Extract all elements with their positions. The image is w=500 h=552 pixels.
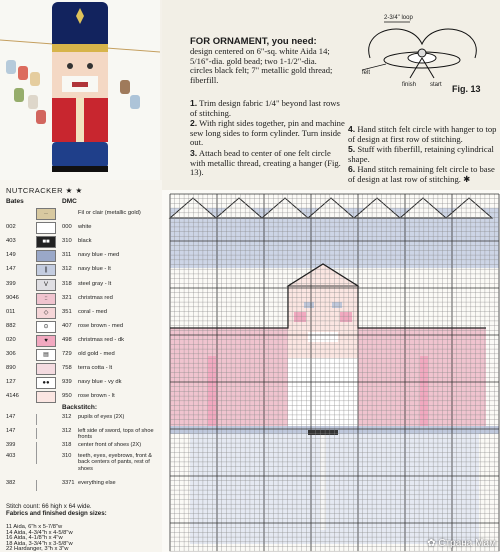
- key-row: [6, 307, 160, 319]
- dmc-number: 311: [62, 252, 72, 259]
- dmc-number: 950: [62, 393, 72, 400]
- loop-label: 2-3/4" loop: [384, 15, 413, 21]
- cross-stitch-chart: [162, 190, 500, 552]
- bates-number: 382: [6, 480, 16, 486]
- backstitch-description: center front of shoes (2X): [78, 442, 142, 448]
- symbol-glyph: ||: [44, 267, 48, 274]
- dmc-number: 351: [62, 308, 72, 315]
- fabric-size: 16 Aida, 4-1/8"h x 4"w: [6, 535, 63, 542]
- symbol-swatch: [36, 363, 56, 375]
- fabric-size: 11 Aida, 6"h x 5-7/8"w: [6, 524, 63, 530]
- symbol-swatch: [36, 349, 56, 361]
- fabric-size: 18 Aida, 3-3/4"h x 3-5/8"w: [6, 540, 73, 547]
- step-text: Trim design fabric 1/4" beyond last rows of stitching.: [190, 98, 340, 118]
- color-name: navy blue - med: [78, 252, 120, 259]
- symbol-glyph: ♥: [44, 337, 48, 344]
- key-row: [6, 279, 160, 291]
- steps-left: [190, 99, 345, 179]
- step-text: Hand stitch felt circle with hanger to top of design at first row of stitching.: [348, 124, 497, 144]
- bates-number: 020: [6, 336, 16, 343]
- mouth: [308, 332, 338, 342]
- color-name: rose brown - lt: [78, 393, 115, 400]
- stitch-count: Stitch count: 66 high x 64 wide.: [6, 503, 92, 510]
- finish-label: finish: [402, 82, 417, 88]
- bates-number: 9046: [6, 294, 19, 301]
- watermark: ✿ Страна Мам: [427, 538, 496, 549]
- bates-number: 399: [6, 442, 16, 448]
- backstitch-description: left side of sword, tops of shoe fronts: [78, 428, 154, 441]
- step-1: [190, 99, 345, 118]
- symbol-swatch: [36, 222, 56, 234]
- symbol-swatch: [36, 208, 56, 220]
- color-name: rose brown - med: [78, 322, 124, 329]
- end-mark: ✱: [463, 173, 471, 184]
- key-row: [6, 377, 160, 389]
- chart-grid: [162, 190, 500, 552]
- symbol-glyph: ::: [44, 295, 48, 302]
- symbol-swatch: [36, 250, 56, 262]
- key-row: [6, 293, 160, 305]
- key-row: [6, 321, 160, 333]
- jacket-left: [170, 328, 288, 426]
- symbol-swatch: [36, 307, 56, 319]
- key-row: [6, 236, 160, 248]
- bates-number: 882: [6, 322, 16, 329]
- step-number: 1.: [190, 98, 198, 108]
- dmc-number: 312: [62, 266, 72, 273]
- symbol-glyph: ■■: [42, 239, 50, 246]
- symbol-swatch: [36, 279, 56, 291]
- step-number: 2.: [190, 118, 198, 129]
- right-eye: [332, 302, 342, 308]
- bates-number: 011: [6, 308, 16, 315]
- backstitch-title: Backstitch:: [62, 404, 98, 411]
- step-number: 6.: [348, 164, 356, 175]
- dmc-number: 310: [62, 453, 72, 459]
- jacket-stripe: [420, 356, 428, 426]
- fabrics-title: Fabrics and finished design sizes:: [6, 510, 107, 517]
- step-2: [190, 119, 345, 148]
- symbol-glyph: ⊙: [43, 323, 49, 330]
- backstitch-swatch: [36, 480, 55, 491]
- bates-number: 890: [6, 365, 16, 372]
- backstitch-description: teeth, eyes, eyebrows, front & back centers of pants, rest of shoes: [78, 453, 152, 472]
- color-name: white: [78, 224, 92, 231]
- bates-number: 4146: [6, 393, 19, 400]
- color-name: christmas red: [78, 294, 113, 301]
- step-number: 5.: [348, 144, 356, 155]
- right-cheek: [340, 312, 352, 322]
- symbol-glyph: ◇: [43, 309, 49, 316]
- bates-number: 149: [6, 252, 16, 259]
- bates-number: 403: [6, 238, 16, 245]
- dmc-number: 729: [62, 351, 72, 357]
- ornament-photo: [0, 0, 160, 180]
- color-name: black: [78, 238, 92, 245]
- key-row: [6, 250, 160, 262]
- key-row: [6, 349, 160, 361]
- bates-number: 127: [6, 379, 16, 386]
- dmc-number: 758: [62, 365, 72, 372]
- bates-number: 147: [6, 266, 16, 273]
- step-4: [348, 125, 498, 144]
- fabric-size: 14 Aida, 4-3/4"h x 4-5/8"w: [6, 529, 73, 536]
- dmc-number: 3371: [62, 480, 75, 486]
- bates-number: 147: [6, 414, 16, 420]
- color-name: steel gray - lt: [78, 280, 112, 287]
- symbol-swatch: [36, 391, 56, 403]
- symbol-glyph: ··: [44, 211, 48, 217]
- dmc-number: 312: [62, 414, 72, 420]
- jacket-stripe: [208, 356, 216, 426]
- dmc-number: 407: [62, 322, 72, 329]
- color-name: Fil or clair (metallic gold): [78, 210, 141, 216]
- symbol-glyph: ▤: [43, 352, 49, 358]
- color-name: christmas red - dk: [78, 336, 125, 343]
- dmc-number: 321: [62, 294, 72, 301]
- step-text: Hand stitch remaining felt circle to base of design at last row of stitching.: [348, 164, 495, 184]
- bates-number: 306: [6, 351, 16, 357]
- key-row: [6, 363, 160, 375]
- ornament-title: FOR ORNAMENT, you need:: [190, 36, 317, 47]
- key-title: NUTCRACKER ★ ★: [6, 186, 83, 195]
- materials-list: design centered on 6"-sq. white Aida 14; 5/16"-dia. gold bead; two 1-1/2"-dia. circles black felt; 7" metallic gold thread; fiberfill.: [190, 46, 333, 85]
- step-5: [348, 145, 498, 164]
- step-number: 4.: [348, 124, 356, 134]
- steps-right: [348, 125, 498, 186]
- fabric-size: 22 Hardanger, 3"h x 3"w: [6, 546, 69, 552]
- dmc-number: 318: [62, 280, 72, 287]
- backstitch-swatch: [36, 453, 55, 464]
- backstitch-swatch: [36, 414, 55, 425]
- symbol-swatch: [36, 335, 56, 347]
- left-eye: [304, 302, 314, 308]
- step-text: Stuff with fiberfill, retaining cylindrical shape.: [348, 144, 494, 164]
- dmc-number: 498: [62, 336, 72, 343]
- step-6: [348, 165, 498, 184]
- felt-label: felt: [362, 70, 371, 76]
- bates-number: 399: [6, 280, 16, 287]
- backstitch-description: everything else: [78, 480, 116, 486]
- symbol-glyph: ●●: [42, 380, 50, 387]
- dmc-number: 312: [62, 428, 72, 434]
- key-row: [6, 222, 160, 234]
- key-row: [6, 208, 160, 220]
- color-name: terra cotta - lt: [78, 365, 113, 372]
- step-text: Attach bead to center of one felt circle with metallic thread, creating a hanger (Fig. 13).: [190, 147, 341, 178]
- symbol-swatch: [36, 321, 56, 333]
- step-3: [190, 149, 345, 178]
- bates-number: 147: [6, 428, 16, 434]
- dmc-header: DMC: [62, 198, 77, 205]
- step-text: With right sides together, pin and machine sew long sides to form cylinder. Turn inside out.: [190, 118, 345, 148]
- symbol-swatch: [36, 236, 56, 248]
- nutcracker-ornament-image: [0, 0, 160, 180]
- bates-number: 403: [6, 453, 16, 459]
- color-name: navy blue - lt: [78, 266, 111, 273]
- backstitch-description: pupils of eyes (2X): [78, 414, 125, 420]
- bates-header: Bates: [6, 198, 24, 205]
- dmc-number: 939: [62, 379, 72, 386]
- figure-label: Fig. 13: [452, 84, 481, 94]
- dmc-number: 000: [62, 224, 72, 231]
- symbol-swatch: [36, 293, 56, 305]
- key-row: [6, 335, 160, 347]
- key-row: [6, 264, 160, 276]
- color-name: old gold - med: [78, 351, 115, 357]
- sword-hilt: [308, 430, 338, 435]
- symbol-swatch: [36, 264, 56, 276]
- bates-number: 002: [6, 224, 16, 231]
- symbol-swatch: [36, 377, 56, 389]
- backstitch-swatch: [36, 442, 55, 453]
- shirt-front: [288, 358, 358, 426]
- step-number: 3.: [190, 147, 198, 158]
- left-cheek: [294, 312, 306, 322]
- key-row: [6, 391, 160, 403]
- dmc-number: 310: [62, 238, 72, 245]
- start-label: start: [430, 82, 442, 88]
- symbol-glyph: V: [43, 281, 48, 288]
- color-name: navy blue - vy dk: [78, 379, 122, 386]
- dmc-number: 318: [62, 442, 72, 448]
- backstitch-swatch: [36, 428, 55, 439]
- color-name: coral - med: [78, 308, 107, 315]
